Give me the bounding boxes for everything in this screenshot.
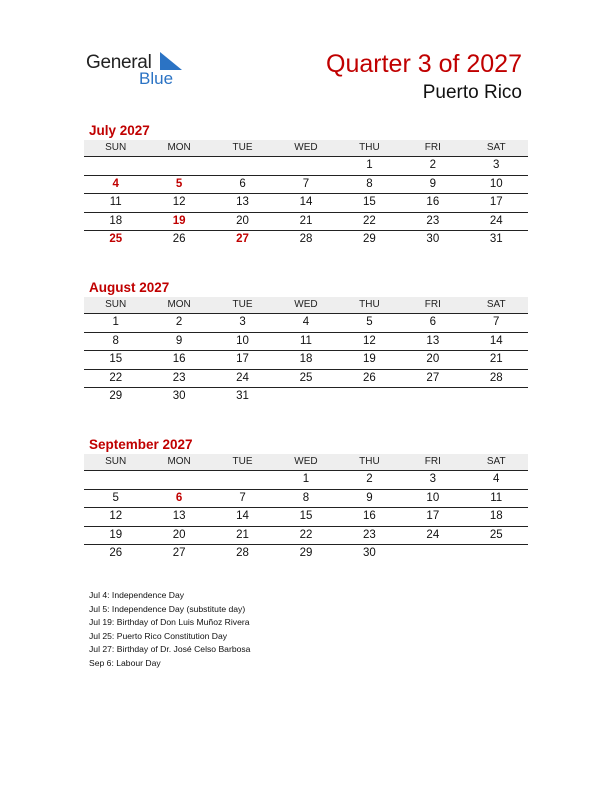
weekday-label: TUE [232, 299, 253, 310]
date-cell: 20 [172, 528, 186, 541]
weeks-grid [84, 314, 528, 406]
date-cell [211, 157, 274, 175]
date-cell: 30 [172, 390, 186, 402]
date-cell [338, 388, 401, 406]
week-row [84, 545, 528, 563]
date-cell: 12 [109, 510, 123, 522]
weekday-label: TUE [232, 142, 253, 153]
weekday-label: TUE [232, 456, 253, 467]
date-cell: 15 [299, 510, 313, 522]
date-cell: 30 [363, 547, 376, 559]
date-cell: 12 [363, 334, 376, 347]
date-cell: 24 [489, 214, 503, 227]
date-cell: 19 [109, 528, 123, 541]
month-calendar [84, 279, 528, 406]
weekday-header-row [84, 297, 528, 314]
holiday-date-cell: 25 [109, 233, 123, 245]
date-cell [465, 388, 528, 406]
date-cell: 4 [302, 316, 310, 328]
date-cell: 14 [236, 510, 249, 522]
date-cell: 25 [299, 371, 313, 384]
date-cell: 18 [299, 353, 313, 365]
weekday-label: SUN [105, 456, 127, 467]
logo-word-general: General [86, 52, 152, 73]
date-cell: 28 [489, 371, 503, 384]
month-calendar [84, 122, 528, 249]
week-row [84, 176, 528, 195]
weekday-label: SUN [105, 299, 127, 310]
date-cell: 7 [493, 316, 500, 328]
week-row [84, 527, 528, 546]
week-row [84, 213, 528, 232]
date-cell [401, 388, 464, 406]
date-cell [401, 545, 464, 563]
date-cell: 17 [236, 353, 249, 365]
date-cell [465, 545, 528, 563]
date-cell: 1 [112, 316, 119, 328]
date-cell: 29 [363, 233, 376, 245]
date-cell: 20 [426, 353, 440, 365]
date-cell: 8 [302, 491, 310, 504]
date-cell: 5 [112, 491, 119, 504]
weekday-label: SAT [486, 142, 506, 153]
holiday-note: Jul 19: Birthday of Don Luis Muñoz Rivera [89, 617, 250, 628]
week-row [84, 157, 528, 176]
date-cell [147, 157, 210, 175]
date-cell: 1 [366, 159, 373, 171]
week-row [84, 194, 528, 213]
weekday-header-row [84, 140, 528, 157]
date-cell: 4 [493, 473, 500, 485]
date-cell: 9 [429, 177, 437, 190]
date-cell: 11 [109, 196, 122, 208]
date-cell: 18 [489, 510, 503, 522]
week-row [84, 231, 528, 249]
date-cell: 12 [172, 196, 186, 208]
date-cell: 25 [489, 528, 503, 541]
holiday-note: Sep 6: Labour Day [89, 657, 161, 668]
week-row [84, 471, 528, 490]
date-cell: 14 [299, 196, 313, 208]
week-row [84, 333, 528, 352]
weekday-label: WED [294, 456, 318, 467]
date-cell: 17 [426, 510, 440, 522]
holiday-note: Jul 4: Independence Day [89, 590, 185, 600]
weeks-grid [84, 471, 528, 563]
date-cell: 19 [363, 353, 376, 365]
logo [86, 50, 196, 90]
weekday-label: SAT [486, 456, 506, 467]
weekday-label: MON [167, 142, 191, 153]
date-cell [84, 157, 147, 175]
holiday-date-cell: 5 [175, 177, 183, 190]
date-cell: 6 [239, 177, 246, 190]
date-cell: 5 [366, 316, 373, 328]
date-cell: 21 [299, 214, 313, 227]
date-cell: 13 [426, 334, 440, 347]
holiday-note: Jul 27: Birthday of Dr. José Celso Barbosa [89, 644, 251, 655]
date-cell: 7 [239, 491, 246, 504]
date-cell: 3 [429, 473, 437, 485]
weekday-label: THU [359, 142, 380, 153]
date-cell: 10 [426, 491, 440, 504]
weekday-label: FRI [424, 142, 441, 153]
date-cell: 2 [175, 316, 183, 328]
week-row [84, 314, 528, 333]
date-cell [84, 471, 147, 489]
date-cell: 29 [299, 547, 313, 559]
weekday-label: FRI [424, 299, 441, 310]
month-calendar [84, 436, 528, 563]
date-cell: 9 [366, 491, 373, 504]
date-cell: 26 [363, 371, 376, 384]
date-cell: 22 [109, 371, 123, 384]
date-cell: 8 [112, 334, 119, 347]
date-cell: 18 [109, 214, 123, 227]
date-cell: 16 [172, 353, 186, 365]
logo-word-blue: Blue [139, 69, 174, 88]
date-cell: 7 [302, 177, 310, 190]
weekday-label: MON [167, 299, 191, 310]
date-cell: 15 [363, 196, 376, 208]
weekday-label: SUN [105, 142, 127, 153]
date-cell: 2 [366, 473, 373, 485]
date-cell [274, 388, 337, 406]
logo-triangle-icon [160, 52, 182, 70]
weekday-label: SAT [486, 299, 506, 310]
date-cell: 31 [489, 233, 503, 245]
weekday-label: WED [294, 142, 318, 153]
date-cell: 14 [489, 334, 503, 347]
date-cell [147, 471, 210, 489]
holiday-date-cell: 27 [236, 233, 249, 245]
week-row [84, 351, 528, 370]
date-cell [274, 157, 337, 175]
date-cell: 27 [426, 371, 440, 384]
holiday-date-cell: 4 [112, 177, 119, 190]
week-row [84, 388, 528, 406]
holiday-date-cell: 19 [172, 214, 186, 227]
date-cell: 8 [366, 177, 373, 190]
weekday-label: WED [294, 299, 318, 310]
holiday-notes [89, 589, 250, 671]
date-cell: 9 [175, 334, 183, 347]
date-cell: 10 [489, 177, 503, 190]
date-cell: 26 [172, 233, 186, 245]
date-cell: 1 [302, 473, 310, 485]
page-title: Quarter 3 of 2027 [326, 50, 522, 78]
page-subtitle: Puerto Rico [422, 82, 522, 103]
date-cell: 28 [299, 233, 313, 245]
date-cell: 16 [426, 196, 440, 208]
date-cell: 22 [299, 528, 313, 541]
date-cell: 3 [493, 159, 500, 171]
holiday-date-cell: 6 [175, 491, 183, 504]
date-cell: 27 [172, 547, 186, 559]
date-cell: 10 [236, 334, 249, 347]
holiday-note: Jul 5: Independence Day (substitute day) [89, 603, 246, 614]
date-cell: 31 [236, 390, 249, 402]
date-cell: 11 [490, 491, 503, 504]
week-row [84, 490, 528, 509]
date-cell: 29 [109, 390, 123, 402]
date-cell: 17 [489, 196, 503, 208]
month-title: September 2027 [89, 437, 193, 452]
weeks-grid [84, 157, 528, 249]
date-cell: 16 [363, 510, 376, 522]
date-cell: 20 [236, 214, 249, 227]
holiday-note: Jul 25: Puerto Rico Constitution Day [89, 630, 228, 641]
date-cell: 6 [429, 316, 437, 328]
date-cell: 13 [172, 510, 186, 522]
date-cell: 21 [236, 528, 249, 541]
weekday-label: MON [167, 456, 191, 467]
week-row [84, 370, 528, 389]
date-cell: 13 [236, 196, 249, 208]
date-cell: 22 [363, 214, 376, 227]
weekday-label: THU [359, 299, 380, 310]
date-cell: 21 [489, 353, 503, 365]
date-cell: 28 [236, 547, 249, 559]
date-cell: 23 [426, 214, 440, 227]
date-cell: 24 [426, 528, 440, 541]
date-cell: 23 [172, 371, 186, 384]
month-title: August 2027 [89, 280, 170, 295]
weekday-label: FRI [424, 456, 441, 467]
date-cell: 23 [363, 528, 376, 541]
date-cell: 2 [429, 159, 437, 171]
date-cell: 24 [236, 371, 249, 384]
date-cell: 15 [109, 353, 123, 365]
date-cell [211, 471, 274, 489]
date-cell: 26 [109, 547, 123, 559]
month-title: July 2027 [89, 123, 150, 138]
week-row [84, 508, 528, 527]
date-cell: 3 [239, 316, 246, 328]
weekday-header-row [84, 454, 528, 471]
date-cell: 11 [300, 334, 312, 347]
date-cell: 30 [426, 233, 440, 245]
weekday-label: THU [359, 456, 380, 467]
